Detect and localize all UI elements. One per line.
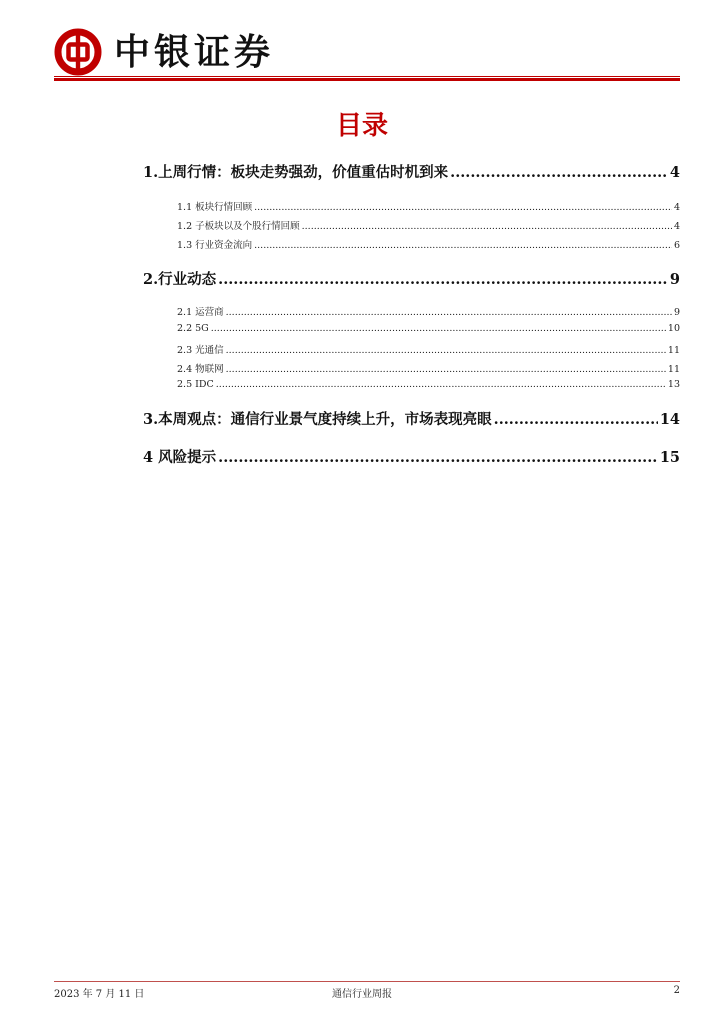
toc-entry-1-3[interactable] — [177, 237, 680, 251]
page-header — [54, 28, 680, 78]
toc-leader-dots — [211, 323, 666, 334]
toc-leader-dots — [226, 364, 666, 375]
toc-entry-2-5[interactable] — [177, 379, 680, 390]
toc-entry-label: 1.3 行业资金流向 — [177, 240, 253, 251]
toc-entry-2-2[interactable] — [177, 323, 680, 334]
toc-entry-label: 3.本周观点：通信行业景气度持续上升，市场表现亮眼 — [143, 411, 492, 428]
toc-entry-2-1[interactable] — [177, 304, 680, 318]
toc-entry-page: 11 — [667, 364, 680, 375]
toc-entry-page: 13 — [667, 379, 680, 390]
toc-entry-label: 1.1 板块行情回顾 — [177, 202, 253, 213]
toc-entry-label: 1.2 子板块以及个股行情回顾 — [177, 221, 300, 232]
footer-date: 2023 年 7 月 11 日 — [54, 989, 145, 1000]
toc-leader-dots — [302, 221, 672, 232]
brand-name: 中银证券 — [114, 32, 275, 73]
footer-page-number: 2 — [673, 985, 680, 996]
toc-entry-4[interactable] — [143, 446, 680, 467]
toc-entry-page: 4 — [673, 221, 680, 232]
toc-entry-page: 9 — [673, 307, 680, 318]
toc-leader-dots — [494, 411, 658, 428]
toc-entry-page: 9 — [669, 271, 680, 288]
footer-report-name: 通信行业周报 — [332, 989, 392, 1000]
toc-entry-2[interactable] — [143, 268, 680, 289]
toc-entry-label: 2.5 IDC — [177, 379, 214, 390]
toc-leader-dots — [254, 240, 672, 251]
toc-entry-label: 2.2 5G — [177, 323, 209, 334]
toc-entry-2-3[interactable] — [177, 342, 680, 356]
toc-entry-3[interactable] — [143, 408, 680, 429]
toc-entry-page: 6 — [673, 240, 680, 251]
footer-rule — [54, 981, 680, 982]
toc-leader-dots — [450, 164, 668, 181]
toc-entry-page: 11 — [667, 345, 680, 356]
toc-entry-1-2[interactable] — [177, 218, 680, 232]
toc-entry-label: 4 风险提示 — [143, 449, 217, 466]
toc-leader-dots — [218, 449, 658, 466]
toc-leader-dots — [216, 379, 666, 390]
toc-entry-1[interactable] — [143, 161, 680, 182]
toc-entry-label: 2.3 光通信 — [177, 345, 224, 356]
toc-entry-page: 4 — [673, 202, 680, 213]
toc-entry-1-1[interactable] — [177, 199, 680, 213]
toc-leader-dots — [226, 307, 672, 318]
toc-entry-label: 1.上周行情：板块走势强劲，价值重估时机到来 — [143, 164, 449, 181]
toc-entry-label: 2.1 运营商 — [177, 307, 224, 318]
toc-title: 目录 — [335, 111, 388, 141]
toc-leader-dots — [254, 202, 672, 213]
toc-entry-2-4[interactable] — [177, 361, 680, 375]
toc-entry-page: 14 — [659, 411, 680, 428]
toc-entry-page: 15 — [659, 449, 680, 466]
toc-leader-dots — [226, 345, 666, 356]
toc-entry-page: 10 — [667, 323, 680, 334]
toc-entry-label: 2.4 物联网 — [177, 364, 224, 375]
toc-leader-dots — [218, 271, 668, 288]
header-rule — [54, 76, 680, 81]
bank-of-china-logo-icon — [54, 28, 102, 76]
toc-entry-page: 4 — [669, 164, 680, 181]
toc-entry-label: 2.行业动态 — [143, 271, 217, 288]
